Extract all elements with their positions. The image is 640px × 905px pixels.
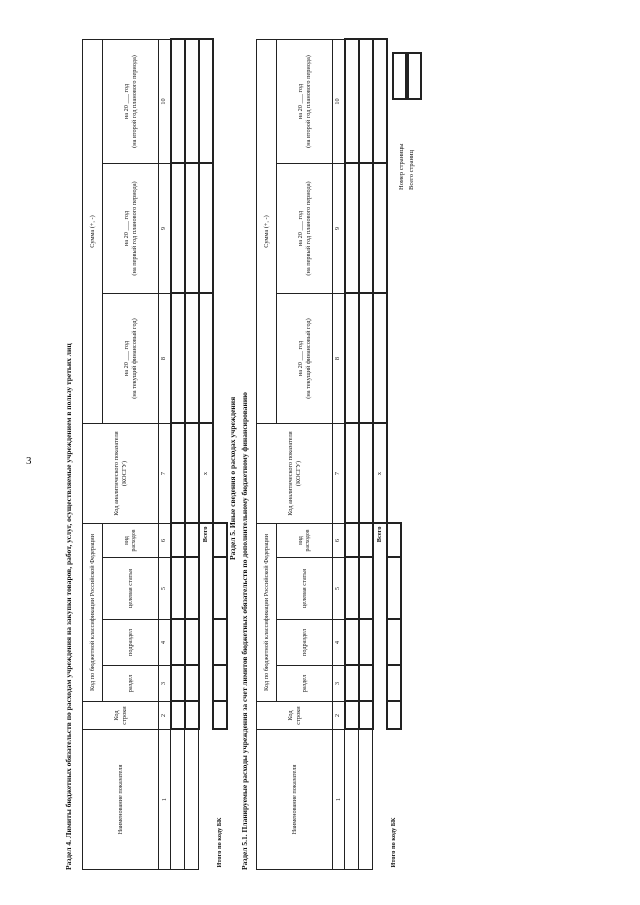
col-header-podrazdel: подраздел [103, 620, 159, 666]
cell [213, 40, 227, 164]
cell [213, 424, 227, 524]
cell[interactable] [345, 524, 359, 558]
cell[interactable] [199, 40, 213, 164]
col-header-bk: Код по бюджетной классификации Российской Федерации [257, 524, 277, 702]
cell[interactable] [359, 40, 373, 164]
table-row [185, 40, 199, 870]
cell[interactable] [213, 666, 227, 702]
cell[interactable] [359, 424, 373, 524]
col-header-name: Наименование показателя [83, 730, 159, 870]
cell[interactable] [185, 558, 199, 620]
cell[interactable] [185, 424, 199, 524]
cell[interactable] [359, 666, 373, 702]
year1-prefix: на 20 ___ год [122, 340, 130, 377]
cell[interactable] [185, 730, 199, 870]
total-bk-row [213, 40, 227, 870]
col-header-year1 [103, 294, 159, 424]
year1-prefix: на 20 ___ год [296, 340, 304, 377]
cell[interactable] [345, 702, 359, 730]
section4-table [82, 39, 228, 871]
cell[interactable] [359, 164, 373, 294]
cell[interactable] [373, 294, 387, 424]
section5-title: Раздел 5. Иные сведения о расходах учреждения [228, 396, 237, 560]
cell[interactable] [185, 294, 199, 424]
total-row [199, 40, 213, 870]
cell[interactable] [345, 40, 359, 164]
cell[interactable] [387, 666, 401, 702]
section5-subtitle: Раздел 5.1. Планируемые расходы учреждения за счет лимитов бюджетных обязательств по дополнительному бюджетному финансированию [240, 392, 249, 870]
col-header-kosgu: Код аналитического показателя (КОСГУ) [257, 424, 333, 524]
total-label-cell: Всего [201, 526, 209, 543]
col-num: 10 [159, 40, 171, 164]
cell[interactable] [171, 666, 185, 702]
col-header-year3 [103, 40, 159, 164]
col-header-statya: целевая статья [277, 558, 333, 620]
cell[interactable] [171, 524, 185, 558]
page-number: 3 [26, 455, 32, 467]
col-header-razdel: раздел [277, 666, 333, 702]
cell[interactable] [185, 40, 199, 164]
page-no-label: Номер страницы [398, 143, 405, 190]
cell[interactable] [171, 620, 185, 666]
cell[interactable] [359, 558, 373, 620]
col-num: 9 [333, 164, 345, 294]
year2-prefix: на 20 ___ год [296, 210, 304, 247]
col-num: 5 [159, 558, 171, 620]
col-header-year3 [277, 40, 333, 164]
table-row [171, 40, 185, 870]
col-num: 4 [333, 620, 345, 666]
cell[interactable] [345, 730, 359, 870]
col-num: 2 [333, 702, 345, 730]
cell [213, 164, 227, 294]
col-header-statya: целевая статья [103, 558, 159, 620]
cell[interactable] [185, 620, 199, 666]
col-header-code: Код строки [83, 702, 159, 730]
cell[interactable] [373, 164, 387, 294]
cell[interactable] [199, 164, 213, 294]
total-pages-label: Всего страниц [408, 150, 415, 190]
col-num: 6 [159, 524, 171, 558]
year1-note: (на текущий финансовый год) [130, 318, 138, 399]
cell [387, 424, 401, 524]
total-bk-label: Итого по коду БК [389, 817, 397, 868]
cell[interactable] [359, 730, 373, 870]
cell[interactable] [171, 558, 185, 620]
cell[interactable] [387, 620, 401, 666]
col-num: 1 [333, 730, 345, 870]
year3-prefix: на 20 ___ год [122, 83, 130, 120]
cell[interactable] [171, 424, 185, 524]
year2-prefix: на 20 ___ год [122, 210, 130, 247]
col-header-sum: Сумма (+, -) [257, 40, 277, 424]
cell[interactable] [185, 702, 199, 730]
col-num: 3 [333, 666, 345, 702]
section5-table [256, 39, 402, 871]
col-num: 6 [333, 524, 345, 558]
year3-note: (на второй год планового периода) [130, 55, 138, 148]
cell[interactable] [359, 702, 373, 730]
cell[interactable] [213, 620, 227, 666]
cell[interactable] [387, 524, 401, 558]
cell[interactable] [199, 294, 213, 424]
cell[interactable] [171, 164, 185, 294]
col-header-vid: вид расходов [277, 524, 333, 558]
cell[interactable] [359, 620, 373, 666]
col-header-podrazdel: подраздел [277, 620, 333, 666]
col-header-year2 [103, 164, 159, 294]
col-num: 1 [159, 730, 171, 870]
cell[interactable] [359, 524, 373, 558]
x-mark: x [373, 424, 387, 524]
col-num: 4 [159, 620, 171, 666]
cell [387, 294, 401, 424]
col-header-year2 [277, 164, 333, 294]
cell[interactable] [171, 294, 185, 424]
total-pages-box[interactable] [405, 52, 422, 100]
column-number-row [159, 40, 171, 870]
col-num: 8 [159, 294, 171, 424]
col-header-sum: Сумма (+, -) [83, 40, 103, 424]
cell[interactable] [345, 666, 359, 702]
cell[interactable] [171, 40, 185, 164]
cell[interactable] [171, 730, 185, 870]
year2-note: (на первый год планового периода) [304, 181, 312, 276]
col-num: 7 [159, 424, 171, 524]
year3-prefix: на 20 ___ год [296, 83, 304, 120]
total-bk-label: Итого по коду БК [215, 817, 223, 868]
total-row [373, 40, 387, 870]
col-num: 9 [159, 164, 171, 294]
cell[interactable] [185, 666, 199, 702]
col-header-name: Наименование показателя [257, 730, 333, 870]
cell[interactable] [185, 524, 199, 558]
cell [199, 730, 213, 870]
col-header-bk: Код по бюджетной классификации Российской Федерации [83, 524, 103, 702]
cell[interactable] [387, 702, 401, 730]
col-header-year1 [277, 294, 333, 424]
col-num: 3 [159, 666, 171, 702]
year1-note: (на текущий финансовый год) [304, 318, 312, 399]
table-row [359, 40, 373, 870]
cell[interactable] [345, 620, 359, 666]
cell[interactable] [345, 294, 359, 424]
rotated-page [0, 20, 640, 890]
cell[interactable] [213, 558, 227, 620]
col-num: 2 [159, 702, 171, 730]
x-mark: x [199, 424, 213, 524]
cell[interactable] [213, 524, 227, 558]
section4-title: Раздел 4. Лимиты бюджетных обязательств по расходам учреждения на закупки товаров, работ, услуг, осуществляемые учреждением в пользу третьих лиц [64, 343, 73, 870]
col-header-kosgu: Код аналитического показателя (КОСГУ) [83, 424, 159, 524]
cell[interactable] [345, 164, 359, 294]
year3-note: (на второй год планового периода) [304, 55, 312, 148]
col-num: 10 [333, 40, 345, 164]
cell [213, 294, 227, 424]
col-header-code: Код строки [257, 702, 333, 730]
cell[interactable] [185, 164, 199, 294]
col-num: 5 [333, 558, 345, 620]
cell[interactable] [387, 558, 401, 620]
total-label [199, 558, 213, 730]
total-label-cell: Всего [375, 526, 383, 543]
cell[interactable] [345, 424, 359, 524]
col-num: 8 [333, 294, 345, 424]
cell [373, 730, 387, 870]
table-row [345, 40, 359, 870]
column-number-row [333, 40, 345, 870]
cell[interactable] [213, 702, 227, 730]
total-label [373, 558, 387, 730]
col-header-razdel: раздел [103, 666, 159, 702]
cell[interactable] [345, 558, 359, 620]
cell[interactable] [373, 40, 387, 164]
col-header-vid: вид расходов [103, 524, 159, 558]
cell[interactable] [171, 702, 185, 730]
year2-note: (на первый год планового периода) [130, 181, 138, 276]
cell[interactable] [359, 294, 373, 424]
col-num: 7 [333, 424, 345, 524]
